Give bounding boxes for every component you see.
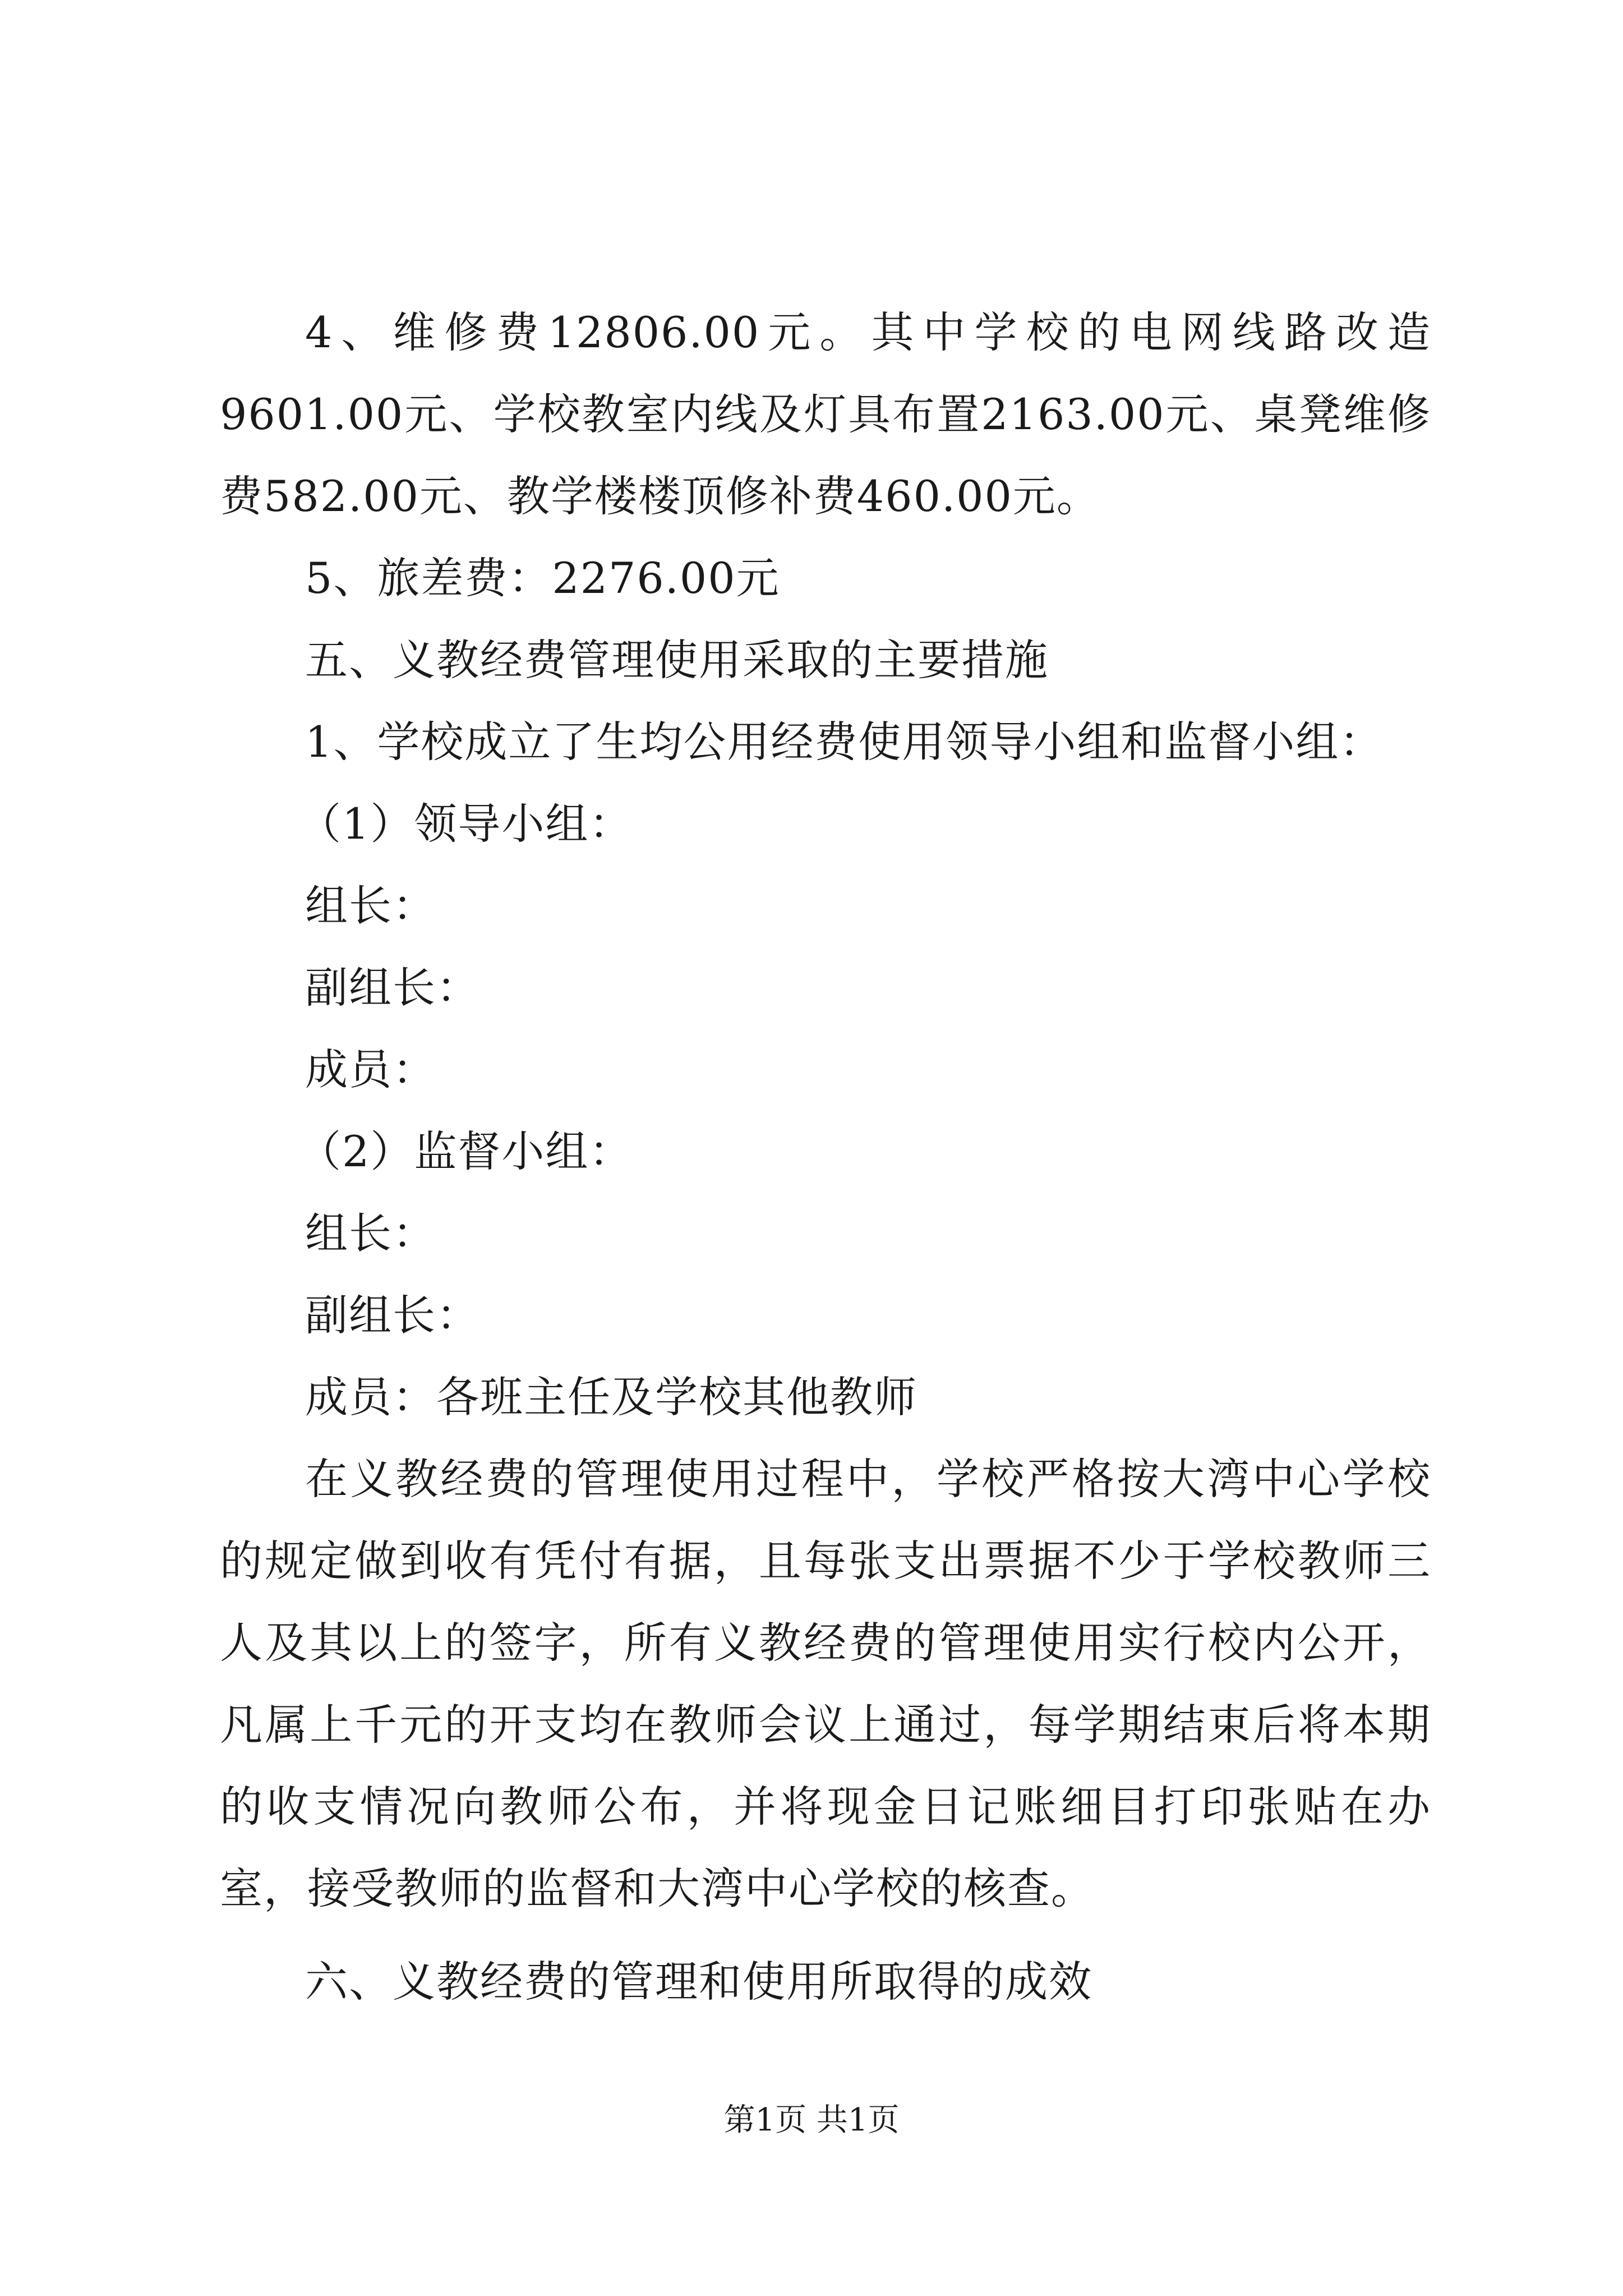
page-number-label: 第1页 共1页 [723, 2102, 900, 2138]
supervision-members-label: 成员：各班主任及学校其他教师 [305, 1372, 917, 1422]
paragraph-management-process: 在义教经费的管理使用过程中，学校严格按大湾中心学校的规定做到收有凭付有据，且每张支出票据不少于学校教师三人及其以上的签字，所有义教经费的管理使用实行校内公开，凡属上千元的开支均在教师会议上通过，每学期结束后将本期的收支情况向教师公布，并将现金日记账细目打印张贴在办室，接受教师的监督和大湾中心学校的核查。 [220, 1454, 1431, 1913]
document-body [220, 292, 1431, 2023]
heading-section-five: 五、义教经费管理使用采取的主要措施 [305, 635, 1049, 685]
page-footer [0, 2101, 1623, 2140]
paragraph-repair-costs: 4、维修费12806.00元。其中学校的电网线路改造9601.00元、学校教室内线及灯具布置2163.00元、桌凳维修费582.00元、教学楼楼顶修补费460.00元。 [220, 307, 1431, 521]
supervision-leader-label: 组长： [305, 1208, 436, 1258]
leadership-leader-label: 组长： [305, 881, 436, 931]
leadership-deputy-label: 副组长： [305, 963, 480, 1013]
paragraph-groups-established: 1、学校成立了生均公用经费使用领导小组和监督小组： [305, 717, 1384, 767]
heading-section-six: 六、义教经费的管理和使用所取得的成效 [305, 1957, 1092, 2007]
subheading-leadership-group: （1）领导小组： [298, 799, 633, 849]
subheading-supervision-group: （2）监督小组： [298, 1126, 633, 1176]
leadership-members-label: 成员： [305, 1045, 436, 1094]
supervision-deputy-label: 副组长： [305, 1290, 480, 1340]
paragraph-travel-costs: 5、旅差费：2276.00元 [305, 553, 780, 603]
